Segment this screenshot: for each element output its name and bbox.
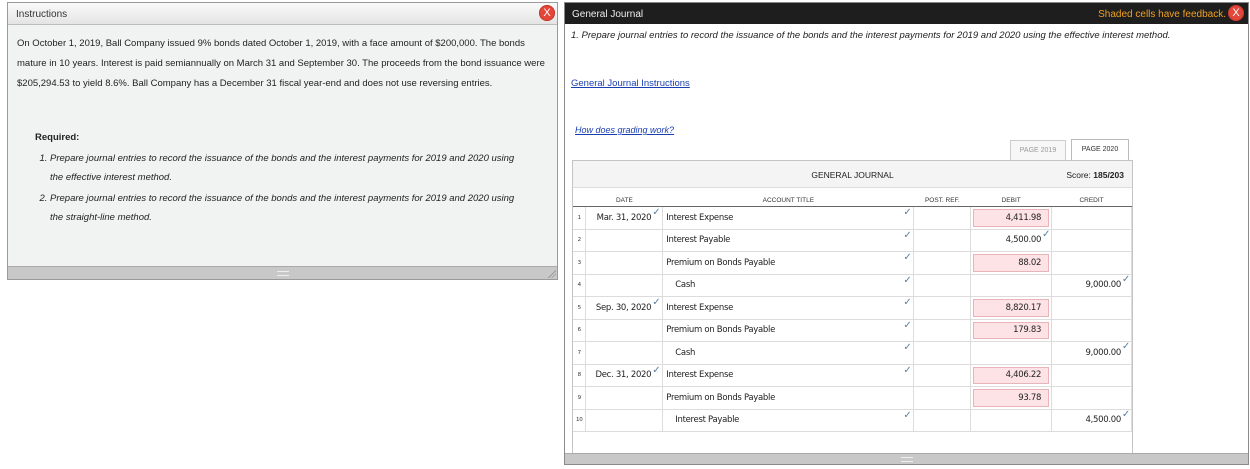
debit-cell[interactable] (971, 387, 1052, 410)
check-icon: ✓ (1121, 273, 1130, 285)
check-icon: ✓ (652, 207, 661, 218)
check-icon: ✓ (903, 252, 912, 263)
journal-header-row (573, 194, 1132, 207)
check-icon: ✓ (903, 319, 912, 331)
row-number: 10 (573, 409, 586, 432)
date-cell[interactable] (586, 207, 663, 230)
table-row (573, 207, 1132, 230)
debit-value: 93.78 (1018, 392, 1042, 403)
debit-cell[interactable] (971, 409, 1052, 432)
required-label: Required: (35, 132, 80, 143)
account-cell[interactable] (663, 274, 914, 297)
journal-instruction: 1. Prepare journal entries to record the issuance of the bonds and the interest payments for 2019 and 2020 using the effective interest method. (571, 30, 1171, 41)
debit-value: 4,500.00 (1005, 235, 1042, 246)
check-icon: ✓ (1042, 228, 1051, 240)
journal-title: GENERAL JOURNAL (811, 170, 894, 180)
account-cell[interactable] (663, 319, 914, 342)
debit-cell[interactable] (971, 297, 1052, 320)
credit-cell[interactable] (1052, 297, 1132, 320)
debit-value: 4,406.22 (1005, 370, 1042, 381)
account-cell[interactable] (663, 409, 914, 432)
check-icon: ✓ (903, 342, 912, 353)
journal-panel (564, 2, 1249, 465)
row-number: 8 (573, 364, 586, 387)
table-row (573, 274, 1132, 297)
account-cell[interactable] (663, 229, 914, 252)
row-number: 7 (573, 342, 586, 365)
credit-cell[interactable] (1052, 342, 1132, 365)
post-ref-cell[interactable] (914, 229, 971, 252)
score-label: Score: (1066, 170, 1091, 180)
account-value: Interest Payable (666, 235, 731, 246)
account-cell[interactable] (663, 387, 914, 410)
date-value: Mar. 31, 2020 (596, 212, 652, 223)
debit-cell[interactable] (971, 252, 1052, 275)
instructions-close-button[interactable]: X (539, 5, 555, 21)
date-cell[interactable] (586, 274, 663, 297)
col-header-num (573, 194, 586, 207)
debit-value: 4,411.98 (1005, 212, 1042, 223)
table-row (573, 297, 1132, 320)
col-header-account: ACCOUNT TITLE (663, 194, 914, 207)
table-row (573, 229, 1132, 252)
account-value: Premium on Bonds Payable (666, 325, 776, 336)
date-cell[interactable] (586, 387, 663, 410)
table-row (573, 409, 1132, 432)
date-cell[interactable] (586, 364, 663, 387)
post-ref-cell[interactable] (914, 252, 971, 275)
tab-page-2020[interactable]: PAGE 2020 (1071, 139, 1129, 161)
journal-table (573, 194, 1132, 432)
post-ref-cell[interactable] (914, 342, 971, 365)
check-icon: ✓ (1121, 341, 1130, 352)
debit-cell[interactable] (971, 319, 1052, 342)
check-icon: ✓ (903, 297, 912, 308)
instructions-title: Instructions (16, 9, 68, 20)
account-value: Cash (675, 347, 696, 358)
check-icon: ✓ (652, 364, 661, 376)
table-row (573, 387, 1132, 410)
account-cell[interactable] (663, 297, 914, 320)
credit-cell[interactable] (1052, 319, 1132, 342)
grip-handle-icon[interactable] (901, 457, 913, 462)
tab-page-2019[interactable]: PAGE 2019 (1010, 140, 1066, 160)
date-cell[interactable] (586, 409, 663, 432)
account-cell[interactable] (663, 364, 914, 387)
journal-panel-title: General Journal (572, 9, 644, 20)
col-header-date: DATE (586, 194, 663, 207)
instructions-resize-bar[interactable] (8, 266, 557, 279)
debit-value: 88.02 (1018, 257, 1042, 268)
credit-cell[interactable] (1052, 274, 1132, 297)
account-cell[interactable] (663, 342, 914, 365)
date-value: Sep. 30, 2020 (595, 302, 652, 313)
credit-cell[interactable] (1052, 229, 1132, 252)
journal-titlebar[interactable] (565, 3, 1248, 24)
check-icon: ✓ (903, 364, 912, 376)
table-row (573, 364, 1132, 387)
table-row (573, 319, 1132, 342)
problem-text-block (17, 34, 552, 94)
required-list (28, 149, 520, 229)
account-cell[interactable] (663, 207, 914, 230)
account-cell[interactable] (663, 252, 914, 275)
debit-cell[interactable] (971, 342, 1052, 365)
check-icon: ✓ (903, 409, 912, 421)
post-ref-cell[interactable] (914, 387, 971, 410)
general-journal-instructions-link[interactable]: General Journal Instructions (571, 78, 690, 89)
col-header-post-ref: POST. REF. (914, 194, 971, 207)
check-icon: ✓ (903, 207, 912, 218)
col-header-credit: CREDIT (1052, 194, 1132, 207)
debit-cell[interactable] (971, 229, 1052, 252)
post-ref-cell[interactable] (914, 319, 971, 342)
account-value: Premium on Bonds Payable (666, 257, 776, 268)
credit-value: 9,000.00 (1085, 347, 1121, 358)
credit-value: 4,500.00 (1085, 415, 1121, 426)
row-number: 6 (573, 319, 586, 342)
required-item-2: 2. Prepare journal entries to record the issuance of the bonds and the interest payments for 2019 and 2020 using the straight-line method. (50, 189, 520, 227)
credit-cell[interactable] (1052, 387, 1132, 410)
credit-cell[interactable] (1052, 409, 1132, 432)
row-number: 2 (573, 229, 586, 252)
col-header-debit: DEBIT (971, 194, 1052, 207)
post-ref-cell[interactable] (914, 409, 971, 432)
row-number: 9 (573, 387, 586, 410)
account-value: Interest Payable (675, 415, 740, 426)
date-cell[interactable] (586, 297, 663, 320)
score-value: 185/203 (1093, 170, 1124, 180)
table-row (573, 252, 1132, 275)
debit-value: 179.83 (1013, 325, 1042, 336)
date-cell[interactable] (586, 342, 663, 365)
problem-text: On October 1, 2019, Ball Company issued 9% bonds dated October 1, 2019, with a face amount of $200,000. The bonds mature in 10 years. Interest is paid semiannually on March 31 and September 30. The proceeds from the bond issuance were $205,294.53 to yield 8.6%. Ball Company has a December 31 fiscal year-end and does not use reversing entries. (17, 38, 545, 89)
credit-cell[interactable] (1052, 364, 1132, 387)
grip-handle-icon[interactable] (277, 271, 289, 276)
resize-corner-icon[interactable] (548, 270, 556, 278)
instructions-panel (7, 2, 558, 280)
check-icon: ✓ (903, 274, 912, 286)
journal-header (573, 161, 1132, 188)
debit-value: 8,820.17 (1005, 302, 1042, 313)
post-ref-cell[interactable] (914, 297, 971, 320)
row-number: 3 (573, 252, 586, 275)
date-value: Dec. 31, 2020 (595, 370, 652, 381)
debit-cell[interactable] (971, 207, 1052, 230)
debit-cell[interactable] (971, 364, 1052, 387)
credit-cell[interactable] (1052, 252, 1132, 275)
check-icon: ✓ (652, 297, 661, 308)
date-cell[interactable] (586, 229, 663, 252)
account-value: Interest Expense (666, 370, 734, 381)
row-number: 1 (573, 207, 586, 230)
account-value: Cash (675, 280, 696, 291)
feedback-notice: Shaded cells have feedback. (1098, 9, 1226, 20)
journal-close-button[interactable]: X (1228, 5, 1244, 21)
date-cell[interactable] (586, 252, 663, 275)
row-number: 4 (573, 274, 586, 297)
required-item-1: 1. Prepare journal entries to record the issuance of the bonds and the interest payments for 2019 and 2020 using the effective interest method. (50, 149, 520, 187)
check-icon: ✓ (1121, 408, 1130, 420)
debit-cell[interactable] (971, 274, 1052, 297)
post-ref-cell[interactable] (914, 207, 971, 230)
account-value: Premium on Bonds Payable (666, 392, 776, 403)
check-icon: ✓ (903, 229, 912, 241)
account-value: Interest Expense (666, 212, 734, 223)
date-cell[interactable] (586, 319, 663, 342)
account-value: Interest Expense (666, 302, 734, 313)
journal-resize-bar[interactable] (565, 453, 1248, 464)
post-ref-cell[interactable] (914, 364, 971, 387)
score-display (1066, 170, 1124, 180)
table-row (573, 342, 1132, 365)
post-ref-cell[interactable] (914, 274, 971, 297)
credit-value: 9,000.00 (1085, 280, 1121, 291)
row-number: 5 (573, 297, 586, 320)
instructions-titlebar[interactable] (8, 3, 557, 25)
credit-cell[interactable] (1052, 207, 1132, 230)
general-journal (572, 160, 1133, 455)
grading-help-link[interactable]: How does grading work? (575, 125, 675, 135)
